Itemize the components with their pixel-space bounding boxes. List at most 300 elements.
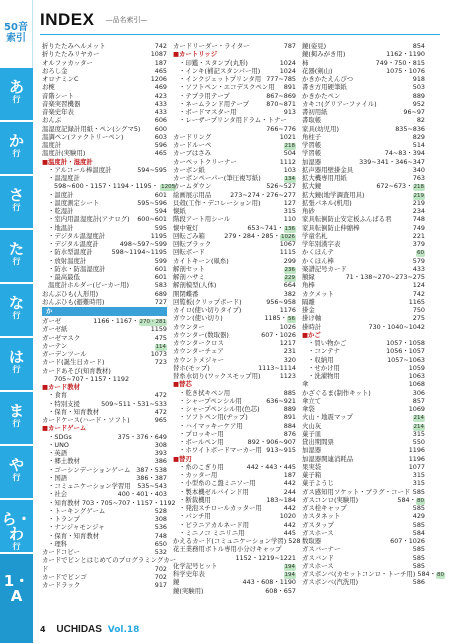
index-entry xyxy=(302,314,425,322)
entry-name: ・デジタル温度計 xyxy=(48,240,99,248)
index-entry xyxy=(173,273,296,281)
entry-pages xyxy=(282,389,296,397)
entry-page-text: 584・ xyxy=(397,495,416,504)
index-entry xyxy=(173,331,296,339)
entry-page-text: 1123 xyxy=(279,372,296,380)
entry-pages xyxy=(411,512,425,520)
entry-pages xyxy=(245,224,296,232)
index-entry xyxy=(302,529,425,537)
entry-name: 学年別漢字表 xyxy=(302,240,341,248)
entry-page-badge: 60 xyxy=(417,250,424,257)
entry-name: 解剖ハサミ xyxy=(173,273,205,281)
entry-page-text: 956~958 xyxy=(266,297,296,306)
index-entry xyxy=(302,191,425,199)
entry-name: ・特別支援 xyxy=(48,399,80,408)
entry-name: 折りたたみヘルメット xyxy=(42,42,106,50)
entry-name: 鏡(姿見) xyxy=(302,42,327,50)
entry-page-text: 279・284・285・ xyxy=(224,231,280,240)
entry-pages xyxy=(135,166,167,174)
entry-pages xyxy=(344,273,425,281)
tab-3[interactable] xyxy=(0,176,33,229)
entry-pages xyxy=(153,358,167,366)
entry-pages xyxy=(153,565,167,573)
entry-page-text: 1073 xyxy=(150,350,167,358)
entry-name: 回覧板(クリップボード) xyxy=(173,297,242,306)
entry-pages xyxy=(411,488,425,496)
entry-name: 家具(幼児用) xyxy=(302,124,339,133)
entry-page-text: 598~1194~1195 xyxy=(111,248,167,257)
index-entry xyxy=(173,50,296,58)
index-entry xyxy=(302,562,425,570)
entry-page-text: 1069 xyxy=(408,405,425,413)
entry-pages xyxy=(282,430,296,438)
entry-page-text: 535~543 xyxy=(137,482,167,490)
entry-page-text: 244 xyxy=(283,487,296,496)
entry-pages xyxy=(282,570,297,578)
entry-name: ・糸のこぎり用 xyxy=(179,462,224,471)
entry-page-text: 472 xyxy=(154,407,167,416)
index-column-3 xyxy=(302,42,444,587)
entry-name: ・テプラ用テープ xyxy=(179,91,230,100)
entry-pages xyxy=(245,463,296,471)
index-entry xyxy=(302,356,425,364)
entry-pages xyxy=(411,141,425,149)
entry-name: 解剖セット xyxy=(173,264,205,273)
index-entry xyxy=(302,207,425,215)
tab-sublabel: 行 xyxy=(12,365,21,374)
entry-name: 傘立て xyxy=(302,396,322,405)
entry-name: かくほんテ xyxy=(302,248,334,257)
index-entry xyxy=(302,422,425,430)
entry-page-text: 867~869 xyxy=(266,91,296,100)
entry-name: カードラック xyxy=(42,581,81,589)
entry-pages xyxy=(411,578,425,586)
entry-page-text: 433 xyxy=(154,99,167,108)
index-entry xyxy=(302,347,425,355)
entry-pages xyxy=(411,504,425,512)
entry-pages xyxy=(264,298,296,306)
index-entry xyxy=(302,570,444,578)
tab-sublabel: 行 xyxy=(12,473,21,482)
index-entry xyxy=(42,581,167,589)
entry-name: カードルーペ xyxy=(173,141,212,149)
entry-pages xyxy=(411,389,425,397)
entry-pages xyxy=(278,306,296,314)
entry-pages xyxy=(264,125,296,133)
index-entry xyxy=(173,496,296,504)
entry-pages xyxy=(282,413,296,421)
entry-name: 鏡 xyxy=(173,578,180,587)
entry-pages xyxy=(411,521,425,529)
index-entry xyxy=(42,232,167,240)
entry-pages xyxy=(411,92,425,100)
tab-4[interactable] xyxy=(0,230,33,283)
entry-pages xyxy=(407,446,425,454)
entry-pages xyxy=(282,422,296,430)
entry-name: カキコ(グリアーファイル) xyxy=(302,99,377,108)
entry-pages xyxy=(411,75,425,83)
entry-pages xyxy=(264,100,296,108)
entry-name: ・ゴーシンデーションゲーム xyxy=(48,465,131,474)
entry-pages xyxy=(264,92,296,100)
entry-pages xyxy=(395,496,425,504)
entry-page-text: 498~597~599 xyxy=(119,240,167,248)
entry-name: ・ピラニアカルネード用 xyxy=(179,520,250,529)
entry-name: ・理科 xyxy=(48,539,68,548)
tab-sublabel: 行 xyxy=(12,95,21,104)
entry-pages xyxy=(407,405,425,413)
entry-name: ・温度計 xyxy=(48,190,74,199)
tab-label: か xyxy=(8,132,24,150)
entry-pages xyxy=(135,199,167,207)
index-entry xyxy=(173,174,296,182)
tab-heading xyxy=(0,0,33,68)
index-column-2 xyxy=(173,42,301,595)
entry-page-text: 585 xyxy=(412,504,425,512)
tab-5[interactable] xyxy=(0,284,33,337)
entry-page-text: 750 xyxy=(412,306,425,314)
index-entry xyxy=(302,306,425,314)
entry-name: カーボンペーパー(筆圧複写紙) xyxy=(173,174,261,182)
entry-pages xyxy=(149,350,167,358)
entry-pages xyxy=(423,331,425,339)
entry-pages xyxy=(278,133,296,141)
index-entry xyxy=(302,158,425,166)
entry-name: ガスコンロ(実験用) xyxy=(302,495,359,504)
entry-page-text: 749 xyxy=(412,223,425,232)
entry-page-text: 514 xyxy=(412,141,425,149)
entry-name: ・温度測定シート xyxy=(48,198,100,207)
index-entry xyxy=(173,389,296,397)
entry-name: カーボン紙 xyxy=(173,165,205,174)
entry-name: ■カードゲーム xyxy=(42,424,87,433)
entry-name: 温度計ホルダー(ピーカー用) xyxy=(48,281,130,290)
index-entry xyxy=(302,504,425,512)
entry-page-text: 387・538 xyxy=(136,465,167,474)
entry-pages xyxy=(263,587,296,595)
entry-name: ・トーキングゲーム xyxy=(48,506,106,515)
index-entry xyxy=(302,149,425,157)
index-entry xyxy=(42,215,167,223)
index-entry xyxy=(302,199,425,207)
entry-pages xyxy=(153,515,167,523)
entry-page-text: 442 xyxy=(283,504,296,512)
entry-name: 貝殻(工作・デコレーション用) xyxy=(173,198,261,207)
index-entry xyxy=(173,455,296,463)
entry-page-text: 917 xyxy=(154,581,167,589)
entry-page-text: 1024 xyxy=(279,66,296,75)
entry-page-text: 653~741・ xyxy=(247,223,284,232)
entry-pages xyxy=(278,240,296,248)
entry-pages xyxy=(153,281,167,289)
entry-name: カームダウン xyxy=(173,182,212,191)
entry-page-badge: 229 xyxy=(284,275,295,281)
entry-name: ガスボンベ(カセットコンロ・トーチ用) xyxy=(302,570,416,578)
entry-pages xyxy=(411,207,425,215)
tab-heading-line1: 50音 xyxy=(4,22,28,33)
entry-name: 回転ごみ箱 xyxy=(173,231,205,240)
index-entry xyxy=(302,281,425,289)
index-entry xyxy=(173,372,296,380)
entry-name: 書き方用硬筆紙 xyxy=(302,83,347,92)
entry-pages xyxy=(294,50,296,58)
entry-name: ・最高最低 xyxy=(48,273,80,281)
index-entry xyxy=(173,224,296,232)
entry-page-text: 306 xyxy=(412,388,425,397)
entry-name: 拡声器用壁掛金具 xyxy=(302,165,354,174)
entry-pages xyxy=(153,133,167,141)
entry-name: 花器(剣山) xyxy=(302,66,333,75)
index-entry xyxy=(42,334,167,342)
tab-1[interactable] xyxy=(0,68,33,121)
entry-pages xyxy=(411,529,425,537)
index-entry xyxy=(173,166,296,174)
entry-pages xyxy=(228,191,296,199)
entry-name: 回転ブラック xyxy=(173,240,212,248)
entry-name: ・シャープペンシル用 xyxy=(179,396,242,405)
entry-pages xyxy=(134,466,167,474)
entry-pages xyxy=(153,581,167,589)
entry-pages xyxy=(116,433,167,441)
index-entry xyxy=(42,317,167,325)
entry-name: 階段アート用シール xyxy=(173,215,231,224)
entry-page-text: 607・1026 xyxy=(261,330,296,339)
entry-page-text: 595 xyxy=(154,223,167,232)
entry-pages xyxy=(411,232,425,240)
entry-name: ・ソフトペン用(ヂップ) xyxy=(179,413,248,422)
entry-page-text: 1021 xyxy=(279,132,296,141)
entry-pages xyxy=(388,537,425,545)
entry-page-text: 1026 xyxy=(279,322,296,331)
index-entry xyxy=(42,257,167,265)
entry-name: ・製本機ゼルバインド用 xyxy=(179,487,249,496)
tab-2[interactable] xyxy=(0,122,33,175)
entry-name: 温度計 xyxy=(42,141,62,149)
index-entry xyxy=(173,380,296,388)
entry-page-text: 777~785 xyxy=(266,75,296,83)
entry-name: かくほん棒 xyxy=(302,256,334,265)
entry-name: ガスボンベ(汽洗用) xyxy=(302,578,359,587)
tab-8[interactable] xyxy=(0,446,33,499)
entry-name: ・乾湿計 xyxy=(48,207,74,215)
entry-pages xyxy=(411,479,425,487)
index-entry xyxy=(173,215,296,223)
entry-page-badge: 80 xyxy=(417,497,424,504)
index-entry xyxy=(42,325,167,333)
index-entry xyxy=(42,466,167,474)
entry-page-badge: 214 xyxy=(413,423,424,430)
entry-pages xyxy=(153,532,167,540)
entry-page-text: 1162・1190 xyxy=(386,50,425,59)
index-entry xyxy=(42,67,167,75)
entry-name: 火山・地震マップ xyxy=(302,413,353,422)
tab-6[interactable] xyxy=(0,338,33,391)
entry-pages xyxy=(259,331,296,339)
index-entry xyxy=(42,298,167,306)
index-entry xyxy=(42,75,167,83)
index-entry xyxy=(42,166,167,174)
index-entry xyxy=(173,141,296,149)
tab-label: な xyxy=(8,294,24,312)
index-entry xyxy=(173,133,296,141)
entry-name: カウンター xyxy=(173,322,205,331)
entry-pages xyxy=(135,215,167,223)
index-entry xyxy=(173,471,296,479)
entry-name: 額縁 xyxy=(302,273,315,281)
index-entry xyxy=(173,562,296,570)
entry-pages xyxy=(264,496,296,504)
entry-pages xyxy=(282,257,296,265)
page-title: INDEX xyxy=(40,10,95,29)
entry-pages xyxy=(282,207,296,215)
index-entry xyxy=(173,554,296,562)
entry-page-text: 127 xyxy=(283,198,296,207)
index-entry xyxy=(302,545,425,553)
entry-name: おろし金 xyxy=(42,66,68,75)
entry-page-text: 748 xyxy=(154,531,167,540)
entry-page-text: 475 xyxy=(154,333,167,342)
entry-name: ・デジタル温湿度計 xyxy=(48,231,106,240)
tab-label: ま xyxy=(8,402,24,420)
entry-pages xyxy=(153,207,167,215)
entry-name: ・買い物かご xyxy=(308,339,347,347)
entry-pages xyxy=(278,67,296,75)
entry-name: カウンター(数取器) xyxy=(173,330,229,339)
entry-name: 懐紙 xyxy=(173,207,186,215)
entry-name: カーテン xyxy=(42,341,68,350)
index-entry xyxy=(302,182,425,190)
index-entry xyxy=(302,389,425,397)
entry-pages xyxy=(153,224,167,232)
entry-page-text: 601 xyxy=(154,273,167,281)
entry-name: ・社会 xyxy=(48,490,68,499)
index-entry xyxy=(173,265,296,273)
entry-page-text: 1024 xyxy=(279,58,296,67)
tab-7[interactable] xyxy=(0,392,33,445)
entry-name: カード(誕生日カード) xyxy=(42,358,105,367)
entry-page-text: 273~274・276~277 xyxy=(230,190,296,199)
entry-name: 温湿度記録計用紙・ペン(シグマ5) xyxy=(42,124,141,133)
entry-name: 貸出期間票 xyxy=(302,438,334,446)
entry-name: 拡大機専用用紙 xyxy=(302,174,347,182)
entry-name: 回転ボード xyxy=(173,248,205,257)
entry-name: ガスホース xyxy=(302,528,334,537)
entry-page-text: 550 xyxy=(412,438,425,446)
entry-pages xyxy=(278,323,296,331)
entry-name: ・発泡スチロールカッター用 xyxy=(179,504,262,512)
entry-name: カードでビンゴ xyxy=(42,572,87,581)
entry-name: 拡大鏡(地学調査用具) xyxy=(302,190,365,199)
entry-pages xyxy=(411,191,426,199)
entry-name: 角柱子 xyxy=(302,132,322,141)
entry-name: 開閉蝶番 xyxy=(173,289,199,298)
entry-page-text: 114 xyxy=(155,343,166,350)
entry-name: おんぶひも(避難時用) xyxy=(42,297,105,306)
index-entry xyxy=(42,199,167,207)
entry-name: ・英語 xyxy=(48,449,68,457)
entry-pages xyxy=(407,298,425,306)
entry-pages xyxy=(264,397,296,405)
index-entry xyxy=(42,42,167,50)
index-entry xyxy=(42,59,167,67)
index-entry xyxy=(42,474,167,482)
index-entry xyxy=(302,298,425,306)
entry-page-text: 586 xyxy=(412,578,425,587)
entry-pages xyxy=(383,149,425,157)
entry-pages xyxy=(282,504,296,512)
entry-name: 鏡(実験用) xyxy=(173,586,204,595)
index-entry xyxy=(42,515,167,523)
entry-page-text: 889 xyxy=(412,91,425,100)
entry-page-text: 429 xyxy=(412,512,425,521)
entry-page-text: 594~595 xyxy=(137,165,167,174)
entry-page-text: 876 xyxy=(283,429,296,438)
entry-page-text: 469 xyxy=(154,83,167,92)
entry-pages xyxy=(411,562,425,570)
index-entry xyxy=(173,405,296,413)
index-entry xyxy=(42,433,167,441)
entry-pages xyxy=(411,471,425,479)
index-entry xyxy=(173,413,296,421)
entry-name: ガーデンツール xyxy=(42,350,87,358)
entry-name: ・洗濯物用 xyxy=(308,372,340,380)
entry-pages xyxy=(411,314,425,322)
index-entry xyxy=(302,380,425,388)
entry-pages xyxy=(153,108,167,116)
entry-page-text: 1165 xyxy=(408,297,425,306)
entry-pages xyxy=(414,248,425,256)
entry-page-text: 82 xyxy=(416,116,425,125)
entry-name: ・国語 xyxy=(48,473,68,482)
page-header xyxy=(40,10,148,32)
entry-page-text: 1217 xyxy=(279,339,296,347)
index-entry xyxy=(42,224,167,232)
entry-name: ・防水・防温湿度計 xyxy=(48,264,106,273)
index-entry xyxy=(173,537,301,545)
index-entry xyxy=(302,83,425,91)
entry-name: 掛け軸 xyxy=(302,314,322,323)
index-entry xyxy=(42,457,167,465)
index-entry xyxy=(302,265,425,273)
entry-name: おんぶ xyxy=(42,116,62,125)
index-entry xyxy=(42,174,167,182)
index-entry xyxy=(173,397,296,405)
index-entry xyxy=(173,149,296,157)
index-entry xyxy=(173,100,296,108)
index-entry xyxy=(302,108,425,116)
index-entry xyxy=(173,578,296,586)
entry-pages xyxy=(153,67,167,75)
entry-page-text: 835~836 xyxy=(395,124,425,133)
entry-name: ・ナンジャモンジャ xyxy=(48,523,105,532)
tab-10[interactable] xyxy=(0,554,33,644)
entry-page-text: 1068 xyxy=(408,380,425,389)
entry-pages xyxy=(357,158,425,166)
entry-name: 学習帳 xyxy=(302,149,322,158)
entry-pages xyxy=(384,347,425,355)
entry-name: 菓子箱 xyxy=(302,471,322,479)
tab-9[interactable] xyxy=(0,500,33,553)
entry-name: 科学史年表 xyxy=(173,570,205,578)
index-column-1 xyxy=(42,42,177,589)
index-entry xyxy=(173,42,296,50)
entry-page-text: 504 xyxy=(283,149,296,158)
entry-page-text: 891 xyxy=(283,413,296,422)
index-entry xyxy=(302,512,425,520)
index-entry xyxy=(173,347,296,355)
entry-pages xyxy=(153,457,167,465)
entry-name: 柿 xyxy=(302,58,309,67)
